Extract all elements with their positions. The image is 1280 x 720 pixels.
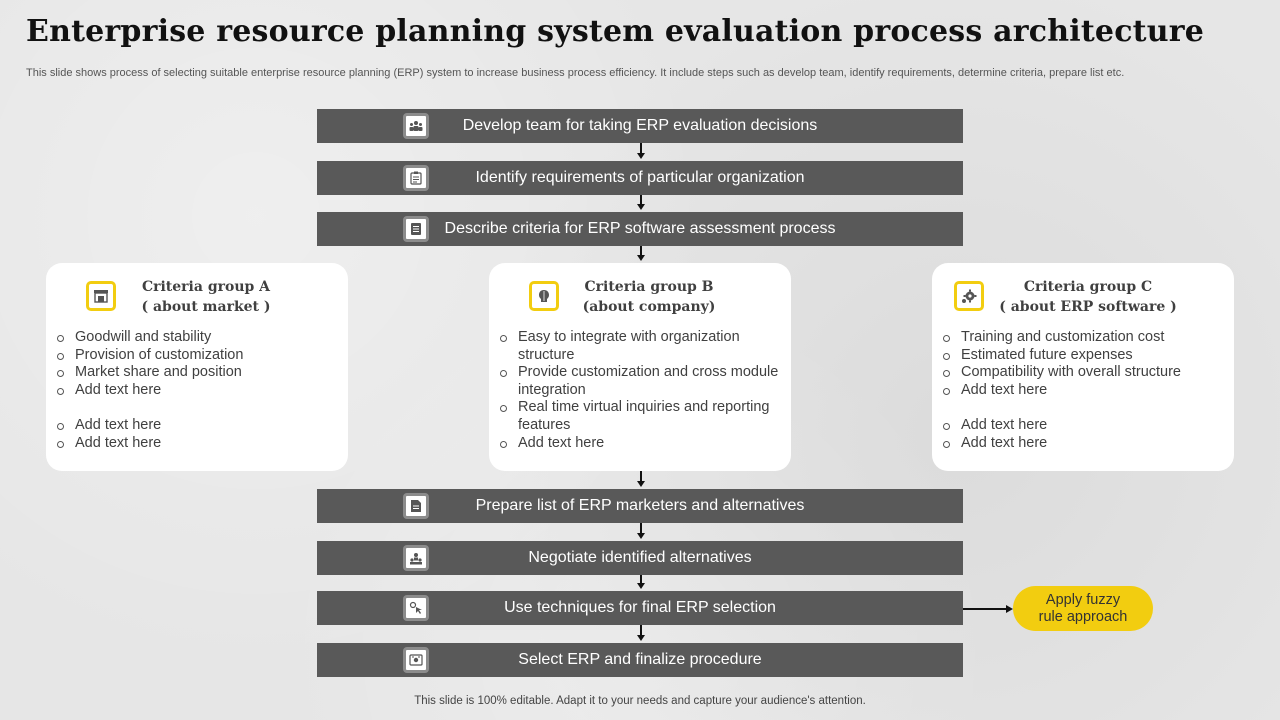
step-prepare-list — [317, 489, 963, 523]
list-item: Goodwill and stability — [56, 329, 341, 347]
team-icon — [403, 113, 429, 139]
footer-note: This slide is 100% editable. Adapt it to your needs and capture your audience's attention. — [414, 695, 866, 707]
step-label: Develop team for taking ERP evaluation decisions — [462, 117, 818, 134]
step-describe-criteria — [317, 212, 963, 246]
connector-arrow — [637, 255, 645, 261]
page-title: Enterprise resource planning system evaluation process architecture — [26, 14, 1205, 49]
checklist-icon — [403, 216, 429, 242]
list-item: Add text here — [942, 435, 1227, 453]
connector-arrow — [637, 635, 645, 641]
step-label: Prepare list of ERP marketers and alternatives — [475, 497, 805, 514]
connector-arrow — [637, 481, 645, 487]
touch-icon — [403, 595, 429, 621]
step-label: Select ERP and finalize procedure — [518, 651, 762, 668]
criteria-group-a-card — [46, 263, 348, 471]
list-item: Real time virtual inquiries and reporting features — [499, 399, 784, 434]
side-connector-line — [963, 608, 1007, 610]
list-item: Add text here — [942, 417, 1227, 435]
step-negotiate — [317, 541, 963, 575]
clipboard-icon — [403, 165, 429, 191]
list-item: Easy to integrate with organization structure — [499, 329, 784, 364]
criteria-group-a-list — [56, 329, 341, 452]
step-label: Identify requirements of particular organization — [475, 169, 805, 186]
brain-icon — [529, 281, 559, 311]
list-item: Add text here — [56, 417, 341, 435]
list-item: Add text here — [942, 382, 1227, 400]
document-icon — [403, 493, 429, 519]
side-connector-arrow — [1006, 605, 1013, 613]
criteria-group-c-card — [932, 263, 1234, 471]
criteria-group-a-title: Criteria group A ( about market ) — [141, 279, 271, 315]
meeting-icon — [403, 545, 429, 571]
list-item: Add text here — [56, 435, 341, 453]
list-item: Provide customization and cross module integration — [499, 364, 784, 399]
certificate-icon — [403, 647, 429, 673]
step-label: Use techniques for final ERP selection — [504, 599, 776, 616]
list-item: Add text here — [56, 382, 341, 400]
step-use-techniques — [317, 591, 963, 625]
storefront-icon — [86, 281, 116, 311]
connector-arrow — [637, 204, 645, 210]
list-item: Training and customization cost — [942, 329, 1227, 347]
step-label: Negotiate identified alternatives — [528, 549, 752, 566]
connector-arrow — [637, 533, 645, 539]
list-item: Compatibility with overall structure — [942, 364, 1227, 382]
connector-arrow — [637, 153, 645, 159]
gear-icon — [954, 281, 984, 311]
step-develop-team — [317, 109, 963, 143]
connector-arrow — [637, 583, 645, 589]
step-identify-requirements — [317, 161, 963, 195]
step-select-erp — [317, 643, 963, 677]
list-item: Market share and position — [56, 364, 341, 382]
list-item: Add text here — [499, 435, 784, 453]
step-label: Describe criteria for ERP software assessment process — [444, 220, 836, 237]
criteria-group-b-title: Criteria group B (about company) — [582, 279, 716, 315]
fuzzy-rule-note: Apply fuzzy rule approach — [1013, 586, 1153, 631]
criteria-group-b-card — [489, 263, 791, 471]
criteria-group-b-list — [499, 329, 784, 452]
list-item: Estimated future expenses — [942, 347, 1227, 365]
criteria-group-c-title: Criteria group C ( about ERP software ) — [999, 279, 1177, 315]
list-item: Provision of customization — [56, 347, 341, 365]
criteria-group-c-list — [942, 329, 1227, 452]
page-subtitle: This slide shows process of selecting suitable enterprise resource planning (ERP) system to increase business process efficiency. It include steps such as develop team, identify requirements, determine criteria, prepare list etc. — [26, 67, 1125, 79]
